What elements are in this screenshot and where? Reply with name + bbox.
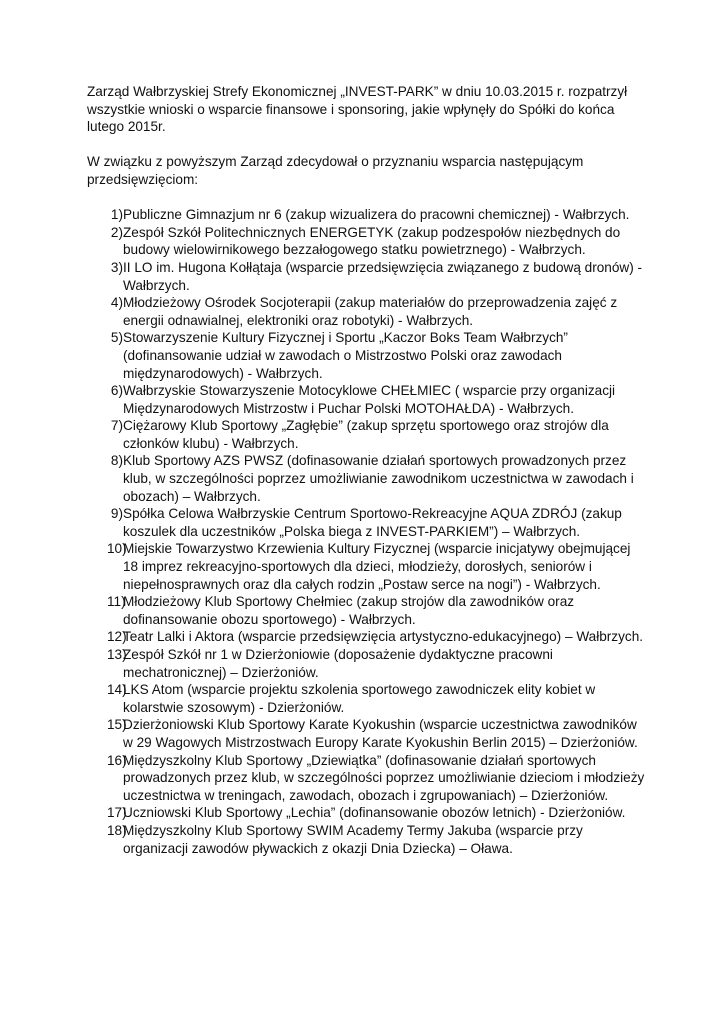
support-list	[87, 206, 647, 857]
intro-paragraph: Zarząd Wałbrzyskiej Strefy Ekonomicznej „INVEST-PARK” w dniu 10.03.2015 r. rozpatrzył wszystkie wnioski o wsparcie finansowe i sponsoring, jakie wpłynęły do Spółki do końca lutego 2015r.	[87, 84, 628, 135]
decision-paragraph: W związku z powyższym Zarząd zdecydował o przyznaniu wsparcia następującym przedsięwzięciom:	[87, 154, 584, 187]
list-item-text: Młodzieżowy Klub Sportowy Chełmiec (zakup strojów dla zawodników oraz dofinansowanie obozu sportowego) - Wałbrzych.	[123, 594, 575, 627]
list-item-number: 3)	[110, 259, 123, 275]
list-item	[87, 505, 647, 540]
list-item-text: Teatr Lalki i Aktora (wsparcie przedsięwzięcia artystyczno-edukacyjnego) – Wałbrzych.	[123, 629, 644, 645]
list-item-text: II LO im. Hugona Kołłątaja (wsparcie przedsięwzięcia związanego z budową dronów) - Wałbrzych.	[123, 259, 643, 293]
list-item	[87, 452, 647, 505]
list-item-text: LKS Atom (wsparcie projektu szkolenia sportowego zawodniczek elity kobiet w kolarstwie szosowym) - Dzierżoniów.	[123, 682, 596, 715]
list-item-text: Spółka Celowa Wałbrzyskie Centrum Sportowo-Rekreacyjne AQUA ZDRÓJ (zakup koszulek dla uczestników „Polska biega z INVEST-PARKIEM”) – Wałbrzych.	[123, 506, 622, 539]
list-item	[87, 329, 647, 382]
list-item-text: Uczniowski Klub Sportowy „Lechia” (dofinansowanie obozów letnich) - Dzierżoniów.	[123, 805, 626, 821]
list-item	[87, 628, 647, 646]
list-item-text: Międzyszkolny Klub Sportowy SWIM Academy Termy Jakuba (wsparcie przy organizacji zawodów pływackich z okazji Dnia Dziecka) – Oława.	[123, 822, 583, 856]
list-item	[87, 716, 647, 751]
list-item-number: 6)	[110, 383, 123, 399]
list-item-text: Międzyszkolny Klub Sportowy „Dziewiątka” (dofinasowanie działań sportowych prowadzonych przez klub, w szczególności poprzez umożliwianie dzieciom i młodzieży uczestnictwa w treningach, zawodach, obozach i zgrupowaniach) – Dzierżoniów.	[123, 752, 645, 803]
list-item-text: Zespół Szkół Politechnicznych ENERGETYK (zakup podzespołów niezbędnych do budowy wielowirnikowego bezzałogowego statku powietrznego) - Wałbrzych.	[123, 224, 621, 258]
list-item-text: Publiczne Gimnazjum nr 6 (zakup wizualizera do pracowni chemicznej) - Wałbrzych.	[123, 207, 630, 223]
list-item	[87, 294, 647, 329]
list-item	[87, 593, 647, 628]
list-item	[87, 752, 647, 805]
list-item-number: 11)	[107, 594, 126, 610]
list-item-text: Dzierżoniowski Klub Sportowy Karate Kyokushin (wsparcie uczestnictwa zawodników w 29 Wagowych Mistrzostwach Europy Karate Kyokushin Berlin 2015) – Dzierżoniów.	[123, 717, 638, 750]
list-item-number: 14)	[107, 682, 127, 698]
list-item	[87, 681, 647, 716]
list-item-text: Stowarzyszenie Kultury Fizycznej i Sportu „Kaczor Boks Team Wałbrzych” (dofinansowanie udział w zawodach o Mistrzostwo Polski oraz zawodach międzynarodowych) - Wałbrzych.	[123, 330, 568, 381]
list-item	[87, 540, 647, 593]
list-item-number: 9)	[110, 506, 123, 522]
list-item	[87, 417, 647, 452]
list-item-number: 1)	[110, 207, 123, 223]
list-item-number: 15)	[107, 717, 127, 733]
list-item	[87, 259, 647, 294]
list-item	[87, 224, 647, 259]
list-item-number: 5)	[110, 330, 123, 346]
list-item-number: 17)	[107, 805, 127, 821]
list-item	[87, 646, 647, 681]
list-item-number: 7)	[110, 418, 123, 434]
list-item-number: 4)	[110, 295, 123, 311]
list-item-number: 18)	[107, 822, 127, 838]
list-item-text: Młodzieżowy Ośrodek Socjoterapii (zakup materiałów do przeprowadzenia zajęć z energii odnawialnej, elektroniki oraz robotyki) - Wałbrzych.	[123, 295, 618, 328]
list-item-text: Klub Sportowy AZS PWSZ (dofinasowanie działań sportowych prowadzonych przez klub, w szczególności poprzez umożliwianie zawodnikom uczestnictwa w zawodach i obozach) – Wałbrzych.	[123, 453, 634, 504]
list-item	[87, 382, 647, 417]
list-item-text: Zespół Szkół nr 1 w Dzierżoniowie (doposażenie dydaktyczne pracowni mechatronicznej) – Dzierżoniów.	[123, 647, 553, 680]
list-item-number: 12)	[107, 629, 127, 645]
list-item-text: Ciężarowy Klub Sportowy „Zagłębie” (zakup sprzętu sportowego oraz strojów dla członków klubu) - Wałbrzych.	[123, 418, 609, 451]
list-item	[87, 822, 647, 857]
list-item-number: 16)	[107, 752, 127, 768]
list-item-number: 10)	[107, 541, 127, 557]
list-item-text: Miejskie Towarzystwo Krzewienia Kultury Fizycznej (wsparcie inicjatywy obejmującej 18 imprez rekreacyjno-sportowych dla dzieci, młodzieży, dorosłych, seniorów i niepełnosprawnych oraz dla całych rodzin „Postaw serce na nogi”) - Wałbrzych.	[123, 541, 631, 592]
document-body	[87, 83, 647, 857]
list-item-number: 8)	[110, 453, 123, 469]
list-item-number: 2)	[110, 224, 123, 240]
list-item	[87, 206, 647, 224]
list-item	[87, 804, 647, 822]
list-item-number: 13)	[107, 647, 127, 662]
list-item-text: Wałbrzyskie Stowarzyszenie Motocyklowe CHEŁMIEC ( wsparcie przy organizacji Międzynarodowych Mistrzostw i Puchar Polski MOTOHAŁDA) - Wałbrzych.	[123, 383, 616, 416]
